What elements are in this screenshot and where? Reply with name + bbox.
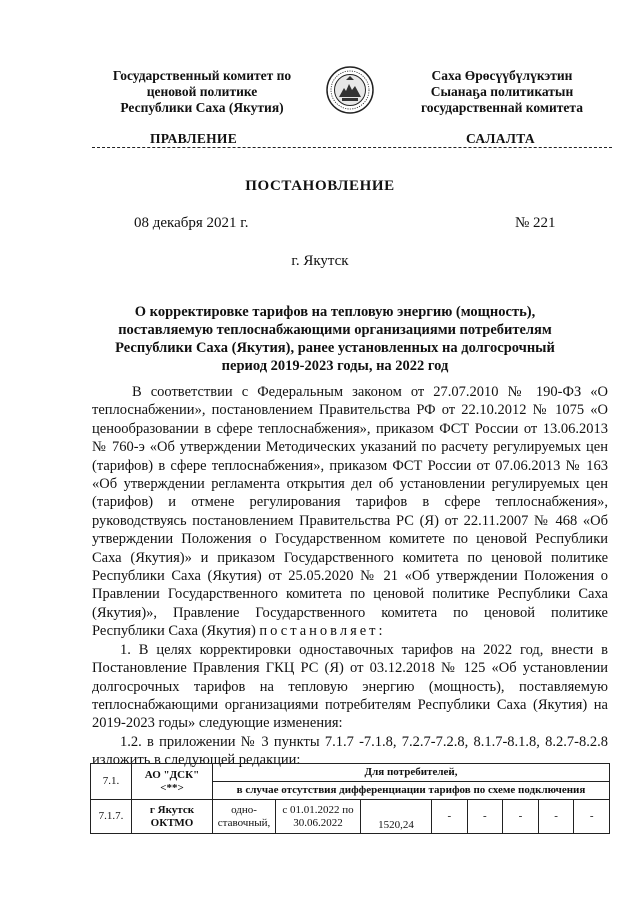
document-date: 08 декабря 2021 г. — [134, 215, 249, 231]
document-city: г. Якутск — [291, 253, 349, 269]
header-right-line-1: Саха Өрөсүүбүлүкэтин — [431, 68, 573, 83]
table-row — [91, 800, 610, 834]
subject-line-4: период 2019-2023 годы, на 2022 год — [221, 358, 449, 374]
header-left-line-1: Государственный комитет по — [112, 68, 292, 83]
header-right — [392, 68, 612, 116]
header-left — [92, 68, 312, 116]
board-label-sah: САЛАЛТА — [466, 131, 535, 146]
row-number: 7.1.7. — [91, 800, 132, 834]
document-body — [92, 383, 608, 770]
period-cell: с 01.01.2022 по 30.06.2022 — [276, 800, 361, 834]
value-cell: 1520,24 — [361, 800, 432, 834]
condition-label: в случае отсутствия дифференциации тарифов по схеме подключения — [213, 781, 609, 797]
coat-of-arms-icon — [326, 66, 374, 114]
empty-cell: - — [574, 800, 610, 834]
subject-line-3: Республики Саха (Якутия), ранее установленных на долгосрочный — [115, 340, 555, 356]
document-title: ПОСТАНОВЛЕНИЕ — [245, 178, 395, 194]
item-1-paragraph: 1. В целях корректировки одноставочных тарифов на 2022 год, внести в Постановление Правления ГКЦ РС (Я) от 03.12.2018 № 125 «Об установлении долгосрочных тарифов на тепловую энергию (мощность), поставляемую теплоснабжающими организациями потребителям Республики Саха (Якутия) на 2019-2023 годы» следующие изменения: — [92, 641, 608, 732]
header-divider — [92, 147, 612, 148]
empty-cell: - — [467, 800, 503, 834]
board-label-ru: ПРАВЛЕНИЕ — [150, 131, 238, 146]
header-right-line-2: Сыанаҕа политикатын — [430, 84, 574, 99]
preamble-text: В соответствии с Федеральным законом от 27.07.2010 № 190-ФЗ «О теплоснабжении», постановлением Правительства РФ от 22.10.2012 № 1075 «О ценообразовании в сфере теплоснабжения», приказом ФСТ России от 13.06.2013 № 760-э «Об утверждении Методических указаний по расчету регулируемых цен (тарифов) в сфере теплоснабжения», приказом ФСТ России от 07.06.2013 № 163 «Об утверждении регламента открытия дел об установлении регулируемых цен (тарифов) и отмене регулирования тарифов в сфере теплоснабжения», руководствуясь постановлением Правительства РС (Я) от 22.11.2007 № 468 «Об утверждении Положения о Государственном комитете по ценовой Республики Саха (Якутия)» и приказом Государственного комитета по ценовой политике Республики Саха (Якутия) от 25.05.2020 № 21 «Об утверждении Положения о Правлении Государственного комитета по ценовой политике Республики Саха (Якутия)», Правление Государственного комитета по ценовой политике Республики Саха (Якутия) — [92, 384, 608, 640]
empty-cell: - — [538, 800, 574, 834]
table-row — [91, 764, 610, 800]
header-right-line-3: государственнай комитета — [421, 100, 583, 115]
tariff-kind-cell: одно-ставочный, — [213, 800, 276, 834]
document-subject — [100, 303, 570, 375]
tariff-table — [90, 763, 610, 834]
header-left-line-3: Республики Саха (Якутия) — [120, 100, 284, 115]
empty-cell: - — [503, 800, 539, 834]
consumers-header — [213, 764, 610, 800]
preamble-paragraph — [92, 383, 608, 641]
empty-cell: - — [432, 800, 468, 834]
resolves-text: постановляет: — [259, 623, 386, 640]
consumers-label: Для потребителей, — [364, 766, 458, 778]
document-number: № 221 — [515, 215, 556, 231]
header-left-line-2: ценовой политике — [146, 84, 258, 99]
item-1-2-paragraph: 1.2. в приложении № 3 пункты 7.1.7 -7.1.8, 7.2.7-7.2.8, 8.1.7-8.1.8, 8.2.7-8.2.8 изложить в следующей редакции: — [92, 733, 608, 769]
organization-cell: АО "ДСК" <**> — [132, 764, 213, 800]
place-cell: г Якутск ОКТМО — [132, 800, 213, 834]
subject-line-1: О корректировке тарифов на тепловую энергию (мощность), — [134, 304, 536, 320]
row-number: 7.1. — [91, 764, 132, 800]
subject-line-2: поставляемую теплоснабжающими организациями потребителям — [118, 322, 552, 338]
